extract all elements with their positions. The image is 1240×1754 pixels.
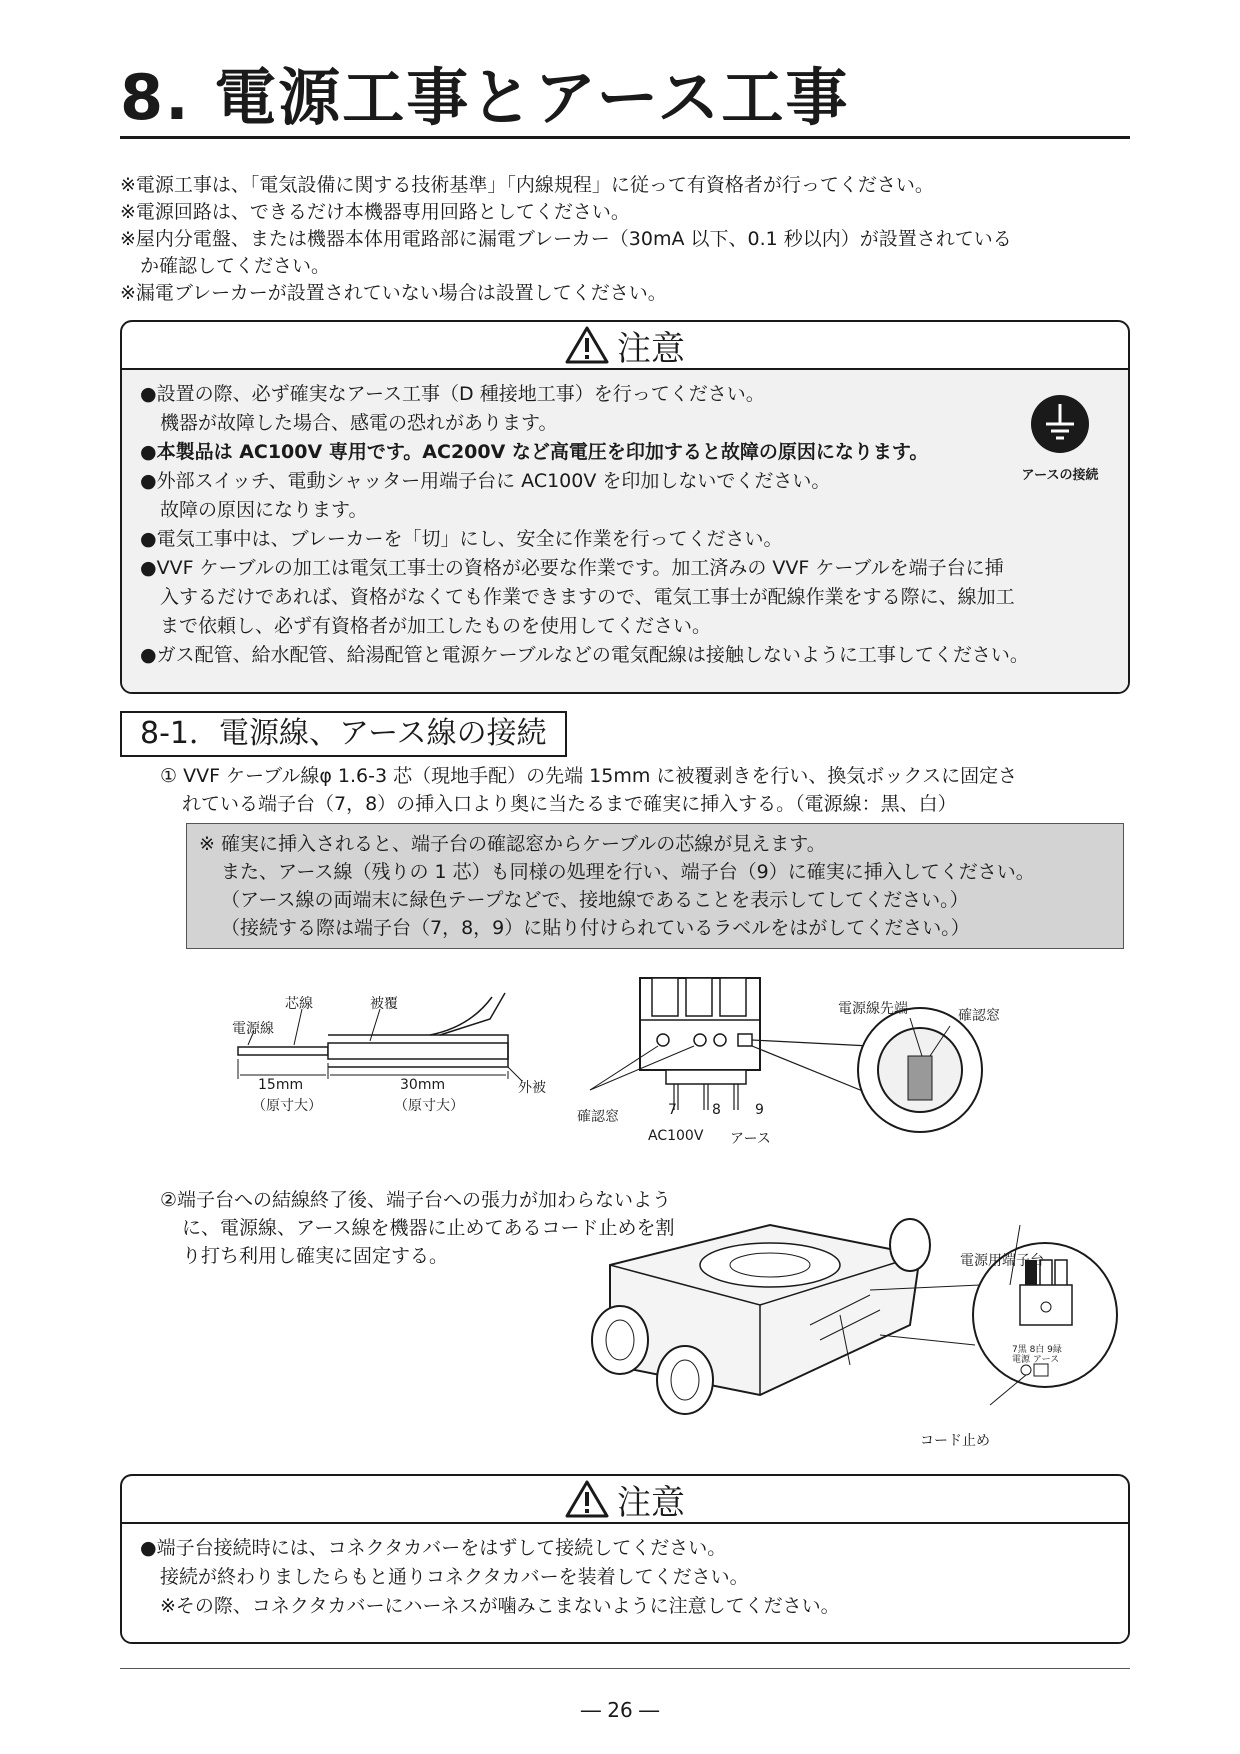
caution-line: ●端子台接続時には、コネクタカバーをはずして接続してください。 xyxy=(140,1537,727,1559)
caution-box-2 xyxy=(120,1474,1130,1644)
caution-line: ●電気工事中は、ブレーカーを「切」にし、安全に作業を行ってください。 xyxy=(140,528,783,550)
earth-symbol xyxy=(1010,394,1110,485)
caution-line: ●ガス配管、給水配管、給湯配管と電源ケーブルなどの電気配線は接触しないように工事してください。 xyxy=(140,644,1029,666)
caution-line: まで依頼し、必ず有資格者が加工したものを使用してください。 xyxy=(160,615,712,637)
intro-line: ※屋内分電盤、または機器本体用電路部に漏電ブレーカー（30mA 以下、0.1 秒以内）が設置されている xyxy=(120,228,1012,250)
terminal-block-diagram xyxy=(570,970,1000,1150)
caution-body xyxy=(122,1524,1128,1642)
label-30mm-note: （原寸大） xyxy=(394,1098,464,1114)
caution-line: 入するだけであれば、資格がなくても作業できますので、電気工事士が配線作業をする際に、線加工 xyxy=(160,586,1015,608)
caution-line: 接続が終わりましたらもと通りコネクタカバーを装着してください。 xyxy=(160,1566,749,1588)
step-line: れている端子台（7，8）の挿入口より奥に当たるまで確実に挿入する。（電源線：黒、白） xyxy=(182,793,957,815)
caution-line: ※その際、コネクタカバーにハーネスが噛みこまないように注意してください。 xyxy=(160,1595,840,1617)
caution-header xyxy=(122,1476,1128,1524)
caution-line: ●VVF ケーブルの加工は電気工事士の資格が必要な作業です。加工済みの VVF ケーブルを端子台に挿 xyxy=(140,557,1004,579)
note-line: （アース線の両端末に緑色テープなどで、接地線であることを表示してしてください。） xyxy=(221,889,969,911)
caution-line: ●設置の際、必ず確実なアース工事（D 種接地工事）を行ってください。 xyxy=(140,383,765,405)
caution-line: ●本製品は AC100V 専用です。AC200V など高電圧を印加すると故障の原因になります。 xyxy=(140,441,929,463)
title-rule xyxy=(120,136,1130,139)
label-terminal: 電源用端子台 xyxy=(960,1253,1044,1269)
intro-line: ※漏電ブレーカーが設置されていない場合は設置してください。 xyxy=(120,282,667,304)
label-window-2: 確認窓 xyxy=(958,1008,1000,1024)
label-15mm-note: （原寸大） xyxy=(252,1098,322,1114)
note-line: ※ 確実に挿入されると、端子台の確認窓からケーブルの芯線が見えます。 xyxy=(199,833,826,855)
label-coating: 被覆 xyxy=(370,996,398,1012)
label-terminal-tiny-1: 7黒 8白 9緑 xyxy=(1012,1345,1062,1355)
note-box xyxy=(186,823,1124,949)
label-ac100v: AC100V xyxy=(648,1128,704,1144)
label-t8: 8 xyxy=(712,1102,721,1118)
step-line: ②端子台への結線終了後、端子台への張力が加わらないよう xyxy=(160,1189,672,1211)
label-power-wire: 電源線 xyxy=(232,1021,274,1037)
caution-line: 機器が故障した場合、感電の恐れがあります。 xyxy=(160,412,558,434)
unit-illustration xyxy=(570,1215,1130,1455)
note-line: （接続する際は端子台（7，8，9）に貼り付けられているラベルをはがしてください。） xyxy=(221,917,970,939)
page-title: 8. 電源工事とアース工事 xyxy=(120,61,850,134)
caution-line: ●外部スイッチ、電動シャッター用端子台に AC100V を印加しないでください。 xyxy=(140,470,831,492)
label-t7: 7 xyxy=(668,1102,677,1118)
section-heading: 8-1．電源線、アース線の接続 xyxy=(120,711,567,757)
label-15mm: 15mm xyxy=(258,1077,304,1093)
ground-icon xyxy=(1030,394,1090,454)
caution-title: 注意 xyxy=(617,328,685,369)
label-sheath: 外被 xyxy=(518,1080,546,1096)
label-window: 確認窓 xyxy=(577,1109,619,1125)
caution-line: 故障の原因になります。 xyxy=(160,499,368,521)
intro-notes xyxy=(120,172,1140,307)
caution-header xyxy=(122,322,1128,370)
intro-line: か確認してください。 xyxy=(140,255,331,277)
intro-line: ※電源工事は、「電気設備に関する技術基準」「内線規程」に従って有資格者が行ってください。 xyxy=(120,174,934,196)
label-core: 芯線 xyxy=(285,996,313,1012)
label-earth: アース xyxy=(730,1131,771,1147)
step-line: り打ち利用し確実に固定する。 xyxy=(182,1245,449,1267)
step-line: ① VVF ケーブル線φ 1.6-3 芯（現地手配）の先端 15mm に被覆剥きを行い、換気ボックスに固定さ xyxy=(160,765,1018,787)
label-t9: 9 xyxy=(755,1102,764,1118)
note-line: また、アース線（残りの 1 芯）も同様の処理を行い、端子台（9）に確実に挿入してください。 xyxy=(221,861,1035,883)
page-number: ― 26 ― xyxy=(580,1698,660,1722)
warning-icon xyxy=(565,1479,609,1519)
step-line: に、電源線、アース線を機器に止めてあるコード止めを割 xyxy=(182,1217,675,1239)
footer-rule xyxy=(120,1668,1130,1669)
warning-icon xyxy=(565,325,609,365)
label-wire-tip: 電源線先端 xyxy=(838,1001,908,1017)
caution-title: 注意 xyxy=(617,1482,685,1523)
label-terminal-tiny-2: 電源 アース xyxy=(1012,1355,1060,1365)
intro-line: ※電源回路は、できるだけ本機器専用回路としてください。 xyxy=(120,201,630,223)
label-30mm: 30mm xyxy=(400,1077,446,1093)
earth-caption: アースの接続 xyxy=(1021,468,1099,483)
caution-box-1 xyxy=(120,320,1130,694)
caution-body xyxy=(122,370,1128,692)
label-cord-stopper: コード止め xyxy=(920,1433,990,1449)
step-1 xyxy=(160,762,1135,818)
